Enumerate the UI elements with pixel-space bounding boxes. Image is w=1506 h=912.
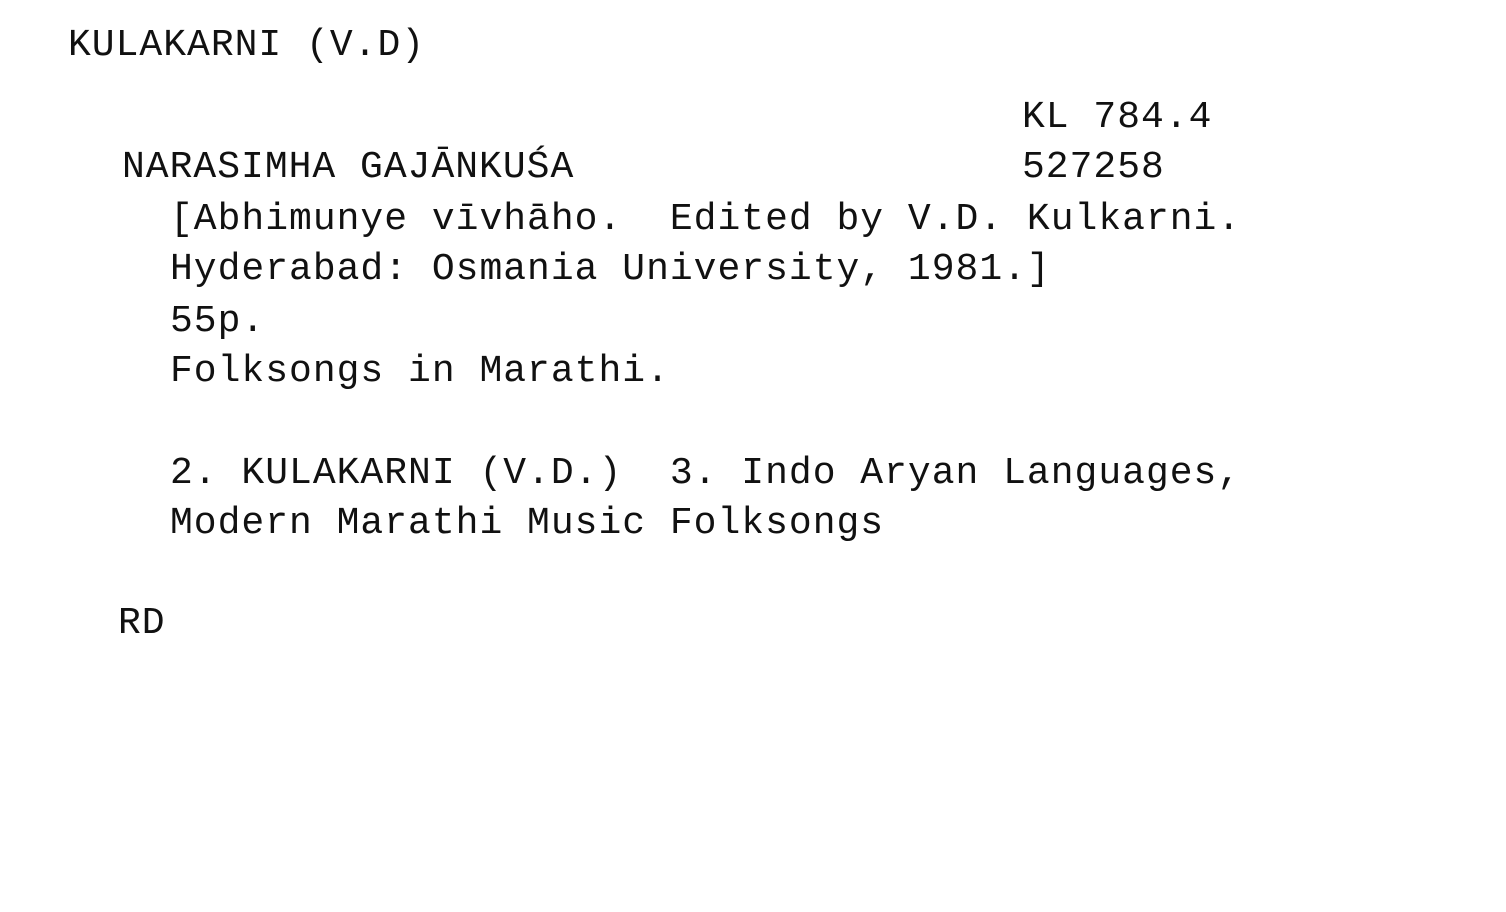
description-line: Folksongs in Marathi. <box>170 350 670 393</box>
call-number-accession: 527258 <box>1022 146 1165 189</box>
description-line: 55p. <box>170 300 266 343</box>
description-line: Hyderabad: Osmania University, 1981.] <box>170 248 1051 291</box>
call-number-class: KL 784.4 <box>1022 96 1213 139</box>
main-heading: KULAKARNI (V.D) <box>68 24 426 67</box>
title-entry: NARASIMHA GAJĀNKUŚA <box>122 146 575 189</box>
tracing-line: 2. KULAKARNI (V.D.) 3. Indo Aryan Languages, <box>170 452 1242 495</box>
description-line: [Abhimunye vīvhāho. Edited by V.D. Kulkarni. <box>170 198 1242 241</box>
tracing-line: Modern Marathi Music Folksongs <box>170 502 885 545</box>
cataloger-initials: RD <box>118 602 166 645</box>
